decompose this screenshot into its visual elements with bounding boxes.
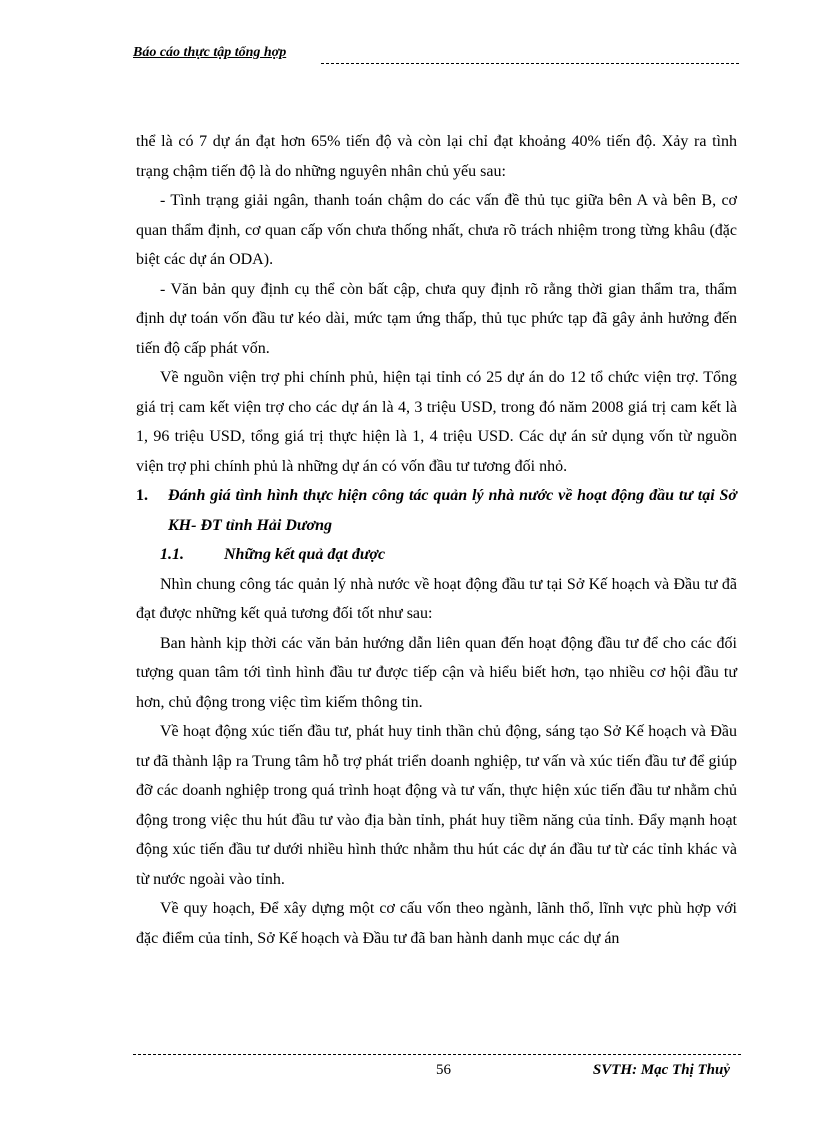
subsection-heading	[160, 540, 737, 570]
page-number: 56	[436, 1062, 451, 1078]
page-header	[133, 45, 739, 69]
paragraph: Về nguồn viện trợ phi chính phủ, hiện tại tỉnh có 25 dự án do 12 tổ chức viện trợ. Tổng giá trị cam kết viện trợ cho các dự án là 4, 3 triệu USD, trong đó năm 2008 giá trị cam kết là 1, 96 triệu USD, tổng giá trị thực hiện là 1, 4 triệu USD. Các dự án sử dụng vốn từ nguồn viện trợ phi chính phủ là những dự án có vốn đầu tư tương đối nhỏ.	[136, 369, 737, 475]
subsection-number: 1.1.	[160, 546, 184, 563]
header-title: Báo cáo thực tập tổng hợp	[133, 45, 287, 60]
section-number: 1.	[136, 487, 148, 504]
paragraph: Ban hành kịp thời các văn bản hướng dẫn liên quan đến hoạt động đầu tư để cho các đối tượng quan tâm tới tình hình đầu tư được tiếp cận và hiểu biết hơn, tạo nhiều cơ hội đầu tư hơn, chủ động trong việc tìm kiếm thông tin.	[136, 634, 737, 711]
page-body	[136, 127, 737, 953]
paragraph: - Tình trạng giải ngân, thanh toán chậm do các vấn đề thủ tục giữa bên A và bên B, cơ quan thẩm định, cơ quan cấp vốn chưa thống nhất, chưa rõ trách nhiệm trong từng khâu (đặc biệt các dự án ODA).	[136, 192, 737, 268]
header-divider	[321, 63, 739, 64]
section-title: Đánh giá tình hình thực hiện công tác quản lý nhà nước về hoạt động đầu tư tại Sở KH- ĐT tỉnh Hải Dương	[168, 487, 737, 534]
section-heading	[136, 481, 737, 540]
paragraph: Về quy hoạch, Để xây dựng một cơ cấu vốn theo ngành, lãnh thổ, lĩnh vực phù hợp với đặc điểm của tỉnh, Sở Kế hoạch và Đầu tư đã ban hành danh mục các dự án	[136, 900, 737, 947]
paragraph: - Văn bản quy định cụ thể còn bất cập, chưa quy định rõ rằng thời gian thẩm tra, thẩm định dự toán vốn đầu tư kéo dài, mức tạm ứng thấp, thủ tục phức tạp đã gây ảnh hưởng đến tiến độ cấp phát vốn.	[136, 280, 737, 357]
paragraph: Nhìn chung công tác quản lý nhà nước về hoạt động đầu tư tại Sở Kế hoạch và Đầu tư đã đạt được những kết quả tương đối tốt như sau:	[136, 575, 737, 622]
footer-divider	[133, 1054, 741, 1055]
footer-author: SVTH: Mạc Thị Thuỷ	[592, 1062, 730, 1078]
paragraph: Về hoạt động xúc tiến đầu tư, phát huy tinh thần chủ động, sáng tạo Sở Kế hoạch và Đầu tư đã thành lập ra Trung tâm hỗ trợ phát triển doanh nghiệp, tư vấn và xúc tiến đầu tư để giúp đỡ các doanh nghiệp trong quá trình hoạt động và tư vấn, thực hiện xúc tiến đầu tư nhằm chủ động trong việc thu hút đầu tư vào địa bàn tỉnh, phát huy tiềm năng của tỉnh. Đẩy mạnh hoạt động xúc tiến đầu tư dưới nhiều hình thức nhằm thu hút các dự án đầu tư từ các tỉnh khác và từ nước ngoài vào tỉnh.	[136, 723, 737, 888]
subsection-title: Những kết quả đạt được	[224, 546, 386, 563]
paragraph: thể là có 7 dự án đạt hơn 65% tiến độ và còn lại chỉ đạt khoảng 40% tiến độ. Xảy ra tình trạng chậm tiến độ là do những nguyên nhân chủ yếu sau:	[136, 133, 737, 180]
